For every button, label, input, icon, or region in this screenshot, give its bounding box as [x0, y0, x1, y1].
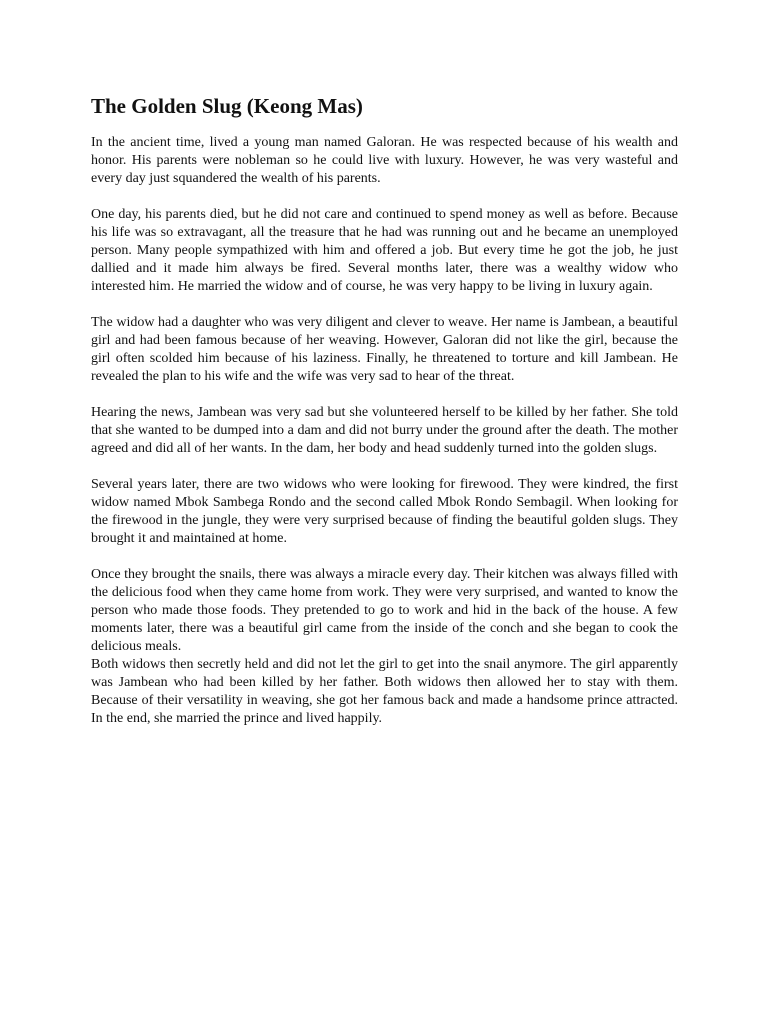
document-title: The Golden Slug (Keong Mas)	[91, 94, 363, 118]
paragraph: Hearing the news, Jambean was very sad but she volunteered herself to be killed by her father. She told that she wanted to be dumped into a dam and did not burry under the ground after the death. The mother agreed and did all of her wants. In the dam, her body and head suddenly turned into the golden slugs.	[91, 405, 678, 456]
paragraph: Both widows then secretly held and did not let the girl to get into the snail anymore. The girl apparently was Jambean who had been killed by her father. Both widows then allowed her to stay with them. Because of their versatility in weaving, she got her famous back and made a handsome prince attracted. In the end, she married the prince and lived happily.	[91, 657, 678, 726]
paragraph: Once they brought the snails, there was always a miracle every day. Their kitchen was always filled with the delicious food when they came home from work. They were very surprised, and wanted to know the person who made those foods. They pretended to go to work and hid in the back of the house. A few moments later, there was a beautiful girl came from the inside of the conch and she began to cook the delicious meals.	[91, 567, 678, 654]
paragraph: In the ancient time, lived a young man named Galoran. He was respected because of his wealth and honor. His parents were nobleman so he could live with luxury. However, he was very wasteful and every day just squandered the wealth of his parents.	[91, 135, 678, 186]
paragraph: Several years later, there are two widows who were looking for firewood. They were kindred, the first widow named Mbok Sambega Rondo and the second called Mbok Rondo Sembagil. When looking for the firewood in the jungle, they were very surprised because of finding the beautiful golden slugs. They brought it and maintained at home.	[91, 477, 678, 546]
document-page	[91, 93, 678, 746]
paragraph: The widow had a daughter who was very diligent and clever to weave. Her name is Jambean, a beautiful girl and had been famous because of her weaving. However, Galoran did not like the girl, because the girl often scolded him because of his laziness. Finally, he threatened to torture and kill Jambean. He revealed the plan to his wife and the wife was very sad to hear of the threat.	[91, 315, 678, 384]
paragraph: One day, his parents died, but he did not care and continued to spend money as well as before. Because his life was so extravagant, all the treasure that he had was running out and he became an unemployed person. Many people sympathized with him and offered a job. But every time he got the job, he just dallied and it made him always be fired. Several months later, there was a wealthy widow who interested him. He married the widow and of course, he was very happy to be living in luxury again.	[91, 207, 678, 294]
